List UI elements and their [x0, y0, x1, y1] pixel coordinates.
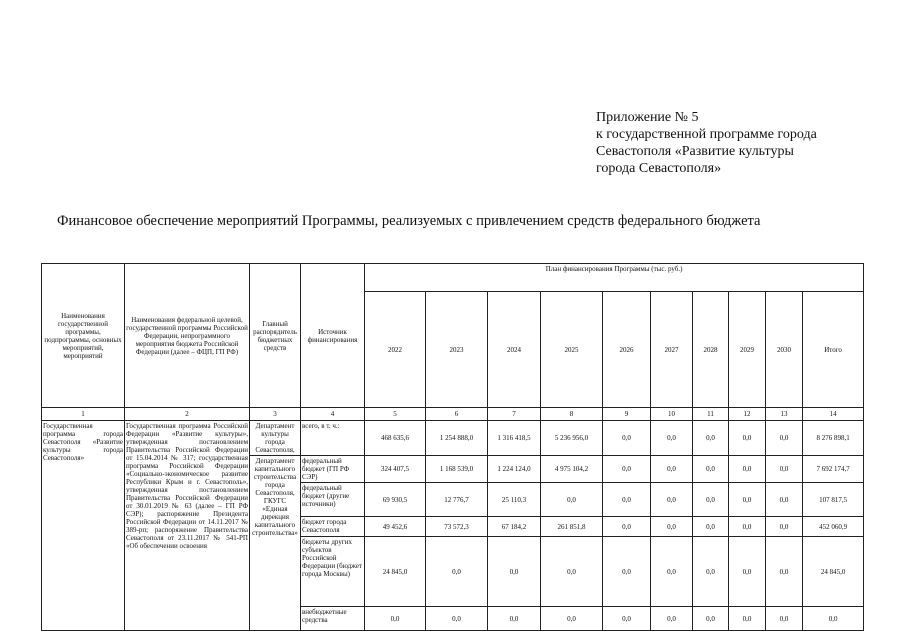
value-cell: 12 776,7 — [426, 483, 488, 517]
value-cell: 0,0 — [651, 456, 693, 483]
value-cell: 4 975 104,2 — [541, 456, 603, 483]
index-cell: 11 — [693, 408, 729, 421]
value-cell: 0,0 — [365, 607, 426, 631]
header-col-budget-manager: Главный распорядитель бюджетных средств — [250, 264, 301, 408]
value-cell: 0,0 — [603, 421, 651, 456]
value-cell: 0,0 — [603, 607, 651, 631]
value-cell: 0,0 — [603, 517, 651, 537]
value-cell: 468 635,6 — [365, 421, 426, 456]
budget-manager-culture-cell: Департамент культуры города Севастополя, — [250, 421, 301, 456]
value-cell: 0,0 — [603, 456, 651, 483]
index-cell: 12 — [729, 408, 766, 421]
value-cell: 0,0 — [426, 607, 488, 631]
value-cell: 0,0 — [651, 517, 693, 537]
value-cell: 8 276 898,1 — [803, 421, 864, 456]
value-cell: 24 845,0 — [365, 537, 426, 607]
value-cell: 0,0 — [729, 483, 766, 517]
value-cell: 261 851,8 — [541, 517, 603, 537]
value-cell: 7 692 174,7 — [803, 456, 864, 483]
value-cell: 1 224 124,0 — [488, 456, 541, 483]
value-cell: 0,0 — [693, 483, 729, 517]
value-cell: 0,0 — [488, 537, 541, 607]
header-total: Итого — [803, 292, 864, 408]
value-cell: 0,0 — [729, 456, 766, 483]
budget-manager-construction-cell: Департамент капитального строительства города Севастополя, ГКУГС «Единая дирекция капитального строительства» — [250, 456, 301, 631]
header-year: 2025 — [541, 292, 603, 408]
value-cell: 107 817,5 — [803, 483, 864, 517]
value-cell: 0,0 — [729, 537, 766, 607]
value-cell: 0,0 — [603, 483, 651, 517]
source-cell: всего, в т. ч.: — [301, 421, 365, 456]
value-cell: 0,0 — [651, 537, 693, 607]
value-cell: 0,0 — [729, 607, 766, 631]
appendix-line-2: к государственной программе города — [596, 127, 817, 142]
appendix-line-4: города Севастополя» — [596, 161, 722, 176]
table-row — [42, 421, 864, 456]
value-cell: 1 316 418,5 — [488, 421, 541, 456]
federal-program-cell: Государственная программа Российской Федерации «Развитие культуры», утвержденная постановлением Правительства Российской Федерации от 15.04.2014 № 317; государственная программа Российской Федерации «Социально-экономическое развитие Республики Крым и г. Севастополь», утвержденная постановлением Правительства Российской Федерации от 30.01.2019 № 63 (далее – ГП РФ СЭР); распоряжение Президента Российской Федерации от 14.11.2017 № 389-рп; распоряжение Правительства Севастополя от 23.11.2017 № 541-РП «Об обеспечении освоения — [125, 421, 250, 631]
value-cell: 24 845,0 — [803, 537, 864, 607]
header-year: 2023 — [426, 292, 488, 408]
value-cell: 0,0 — [693, 421, 729, 456]
program-name-cell: Государственная программа города Севастополя «Развитие культуры города Севастополя» — [42, 421, 125, 631]
index-row — [42, 408, 864, 421]
index-cell: 5 — [365, 408, 426, 421]
value-cell: 0,0 — [766, 421, 803, 456]
value-cell: 0,0 — [651, 421, 693, 456]
source-cell: федеральный бюджет (другие источники) — [301, 483, 365, 517]
header-year: 2030 — [766, 292, 803, 408]
value-cell: 0,0 — [651, 607, 693, 631]
value-cell: 0,0 — [766, 607, 803, 631]
appendix-block — [596, 109, 817, 177]
value-cell: 0,0 — [803, 607, 864, 631]
index-cell: 13 — [766, 408, 803, 421]
value-cell: 67 184,2 — [488, 517, 541, 537]
value-cell: 0,0 — [766, 483, 803, 517]
value-cell: 0,0 — [729, 421, 766, 456]
header-year: 2022 — [365, 292, 426, 408]
value-cell: 0,0 — [766, 537, 803, 607]
value-cell: 69 930,5 — [365, 483, 426, 517]
value-cell: 0,0 — [541, 483, 603, 517]
value-cell: 324 407,5 — [365, 456, 426, 483]
value-cell: 0,0 — [693, 607, 729, 631]
source-cell: бюджет города Севастополя — [301, 517, 365, 537]
value-cell: 0,0 — [766, 456, 803, 483]
value-cell: 5 236 956,0 — [541, 421, 603, 456]
value-cell: 0,0 — [488, 607, 541, 631]
value-cell: 1 168 539,0 — [426, 456, 488, 483]
header-year: 2026 — [603, 292, 651, 408]
value-cell: 452 060,9 — [803, 517, 864, 537]
source-cell: федеральный бюджет (ГП РФ СЭР) — [301, 456, 365, 483]
header-col-federal-program: Наименования федеральной целевой, государственной программы Российской Федерации, непрограммного мероприятия бюджета Российской Федерации (далее – ФЦП, ГП РФ) — [125, 264, 250, 408]
header-col-funding-source: Источник финансирования — [301, 264, 365, 408]
header-year: 2029 — [729, 292, 766, 408]
value-cell: 1 254 888,0 — [426, 421, 488, 456]
appendix-line-3: Севастополя «Развитие культуры — [596, 144, 794, 159]
index-cell: 1 — [42, 408, 125, 421]
index-cell: 9 — [603, 408, 651, 421]
header-year: 2027 — [651, 292, 693, 408]
index-cell: 14 — [803, 408, 864, 421]
source-cell: бюджеты других субъектов Российской Федерации (бюджет города Москвы) — [301, 537, 365, 607]
financing-table — [41, 263, 864, 631]
value-cell: 73 572,3 — [426, 517, 488, 537]
header-plan: План финансирования Программы (тыс. руб.) — [365, 264, 864, 292]
index-cell: 6 — [426, 408, 488, 421]
value-cell: 0,0 — [541, 607, 603, 631]
index-cell: 10 — [651, 408, 693, 421]
value-cell: 0,0 — [426, 537, 488, 607]
value-cell: 0,0 — [693, 537, 729, 607]
header-year: 2028 — [693, 292, 729, 408]
value-cell: 49 452,6 — [365, 517, 426, 537]
header-year: 2024 — [488, 292, 541, 408]
index-cell: 3 — [250, 408, 301, 421]
header-col-name: Наименования государственной программы, подпрограммы, основных мероприятий, мероприятий — [42, 264, 125, 408]
value-cell: 0,0 — [693, 517, 729, 537]
value-cell: 25 110,3 — [488, 483, 541, 517]
index-cell: 2 — [125, 408, 250, 421]
value-cell: 0,0 — [651, 483, 693, 517]
value-cell: 0,0 — [766, 517, 803, 537]
index-cell: 4 — [301, 408, 365, 421]
value-cell: 0,0 — [693, 456, 729, 483]
document-title: Финансовое обеспечение мероприятий Программы, реализуемых с привлечением средств федерального бюджета — [57, 213, 761, 229]
appendix-line-1: Приложение № 5 — [596, 110, 699, 125]
index-cell: 8 — [541, 408, 603, 421]
value-cell: 0,0 — [603, 537, 651, 607]
value-cell: 0,0 — [541, 537, 603, 607]
value-cell: 0,0 — [729, 517, 766, 537]
index-cell: 7 — [488, 408, 541, 421]
source-cell: внебюджетные средства — [301, 607, 365, 631]
